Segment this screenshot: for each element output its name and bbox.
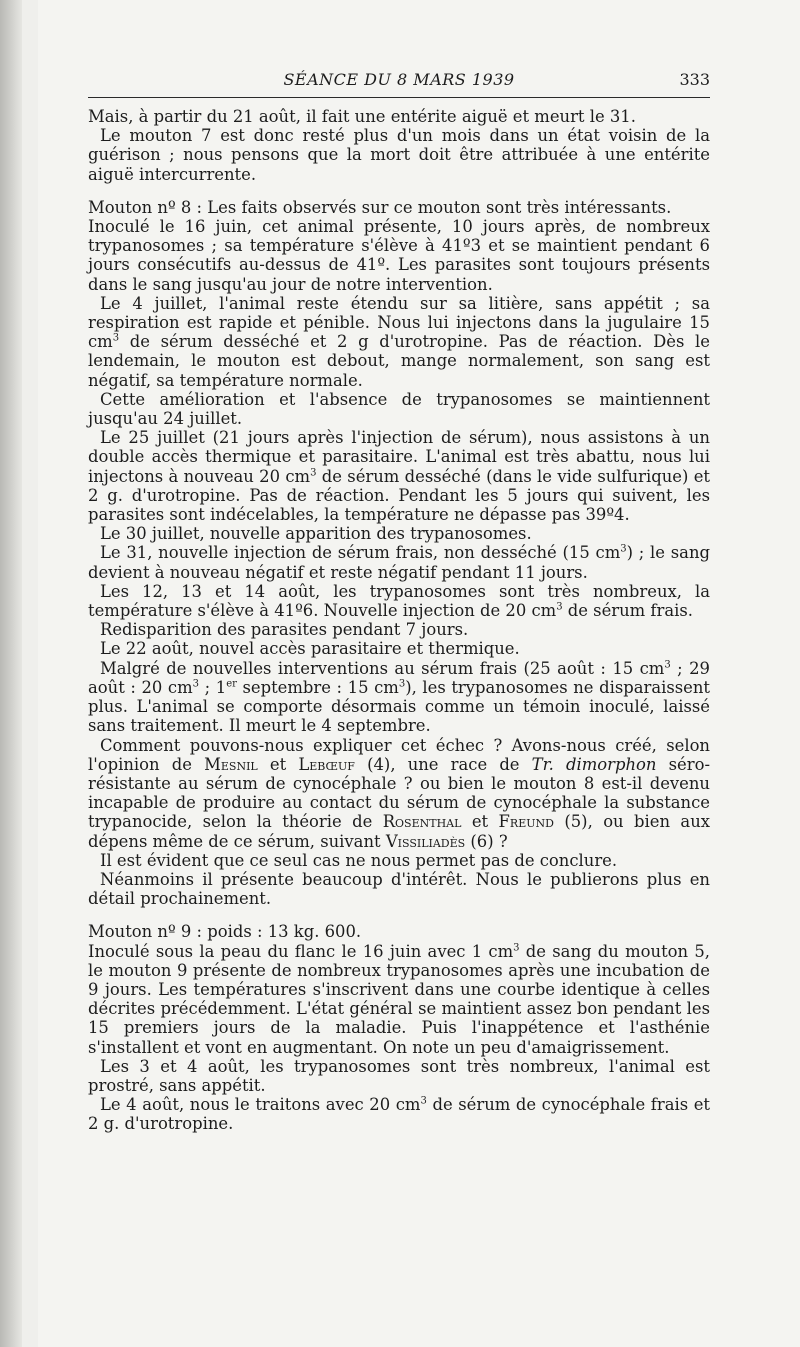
paragraph: Néanmoins il présente beaucoup d'intérêt. Nous le publierons plus en détail prochainement. [88,869,710,909]
paragraph: Il est évident que ce seul cas ne nous permet pas de conclure. [100,850,618,870]
paragraph: Inoculé sous la peau du flanc le 16 juin avec 1 $cm^3$ de sang du mouton 5, le mouton 9 présente de nombreux trypanosomes après une incubation de 9 jours. Les températures s'inscrivent dans une courbe identique à celles décrites précédemment. L'état général se maintient assez bon pendant les 15 premiers jours de la maladie. Puis l'inappétence et l'asthénie s'installent et vont en augmentant. On note un peu d'amaigrissement. [88,941,710,1057]
running-title: SÉANCE DU 8 MARS 1939 [283,70,515,89]
section-gap [88,908,710,922]
article-body [88,107,710,1134]
paragraph: Le 25 juillet (21 jours après l'injection de sérum), nous assistons à un double accès thermique et parasitaire. L'animal est très abattu, nous lui injectons à nouveau 20 $cm^3$ de sérum desséché (dans le vide sulfurique) et 2 g. d'urotropine. Pas de réaction. Pendant les 5 jours qui suivent, les parasites sont indécelables, la température ne dépasse pas 39º4. [88,428,710,525]
paragraph: Inoculé le 16 juin, cet animal présente, 10 jours après, de nombreux trypanosomes ; sa température s'élève à 41º3 et se maintient pendant 6 jours consécutifs au-dessus de 41º. Les parasites sont toujours présents dans le sang jusqu'au jour de notre intervention. [88,217,710,294]
paragraph: Le 31, nouvelle injection de sérum frais, non desséché (15 $cm^3$) ; le sang devient à nouveau négatif et reste négatif pendant 11 jours. [88,543,710,582]
paragraph: Le 4 août, nous le traitons avec 20 $cm^3$ de sérum de cynocéphale frais et 2 g. d'urotropine. [88,1095,710,1134]
paragraph-mouton-8-heading: Mouton nº 8 : Les faits observés sur ce mouton sont très intéressants. [88,197,672,217]
author-name: Lebœuf [298,754,355,774]
author-name: Freund [498,812,554,832]
author-name: Mesnil [204,754,258,774]
paragraph: Comment pouvons-nous expliquer cet échec ? Avons-nous créé, selon l'opinion de Mesnil et Lebœuf (4), une race de Tr. dimorphon séro-résistante au sérum de cynocéphale ? ou bien le mouton 8 est-il devenu incapable de produire au contact du sérum de cynocéphale la substance trypanocide, selon la théorie de Rosenthal et Freund (5), ou bien aux dépens même de ce sérum, suivant Vissiliadès (6) ? [88,735,710,851]
paragraph: Redisparition des parasites pendant 7 jours. [100,620,469,640]
paragraph: Le 30 juillet, nouvelle apparition des trypanosomes. [100,524,532,544]
paragraph: Cette amélioration et l'absence de trypanosomes se maintiennent jusqu'au 24 juillet. [88,389,710,429]
paragraph: Les 12, 13 et 14 août, les trypanosomes sont très nombreux, la température s'élève à 41º6. Nouvelle injection de 20 $cm^3$ de sérum frais. [88,581,710,621]
paragraph-mouton-9-heading: Mouton nº 9 : poids : 13 kg. 600. [88,922,362,942]
page-number: 333 [679,70,710,89]
species-name: Tr. dimorphon [531,754,657,774]
page-gutter-shadow [0,0,22,1347]
paragraph: Mais, à partir du 21 août, il fait une entérite aiguë et meurt le 31. [88,107,636,126]
paragraph: Le mouton 7 est donc resté plus d'un mois dans un état voisin de la guérison ; nous pensons que la mort doit être attribuée à une entérite aiguë intercurrente. [88,126,710,184]
author-name: Rosenthal [382,812,462,832]
paragraph: Malgré de nouvelles interventions au sérum frais (25 août : 15 $cm^3$ ; 29 août : 20 $cm^3$ ; 1er septembre : 15 $cm^3$), les trypanosomes ne disparaissent plus. L'animal se comporte désormais comme un témoin inoculé, laissé sans traitement. Il meurt le 4 septembre. [88,658,711,736]
section-gap [88,184,710,198]
header-rule [88,97,710,98]
author-name: Vissiliadès [385,831,466,851]
page-header [88,70,710,92]
paragraph: Le 4 juillet, l'animal reste étendu sur sa litière, sans appétit ; sa respiration est rapide et pénible. Nous lui injectons dans la jugulaire 15 $cm^3$ de sérum desséché et 2 g d'urotropine. Pas de réaction. Dès le lendemain, le mouton est debout, mange normalement, son sang est négatif, sa température normale. [88,293,710,390]
paragraph: Les 3 et 4 août, les trypanosomes sont très nombreux, l'animal est prostré, sans appétit. [88,1056,710,1095]
paragraph: Le 22 août, nouvel accès parasitaire et thermique. [100,639,520,659]
